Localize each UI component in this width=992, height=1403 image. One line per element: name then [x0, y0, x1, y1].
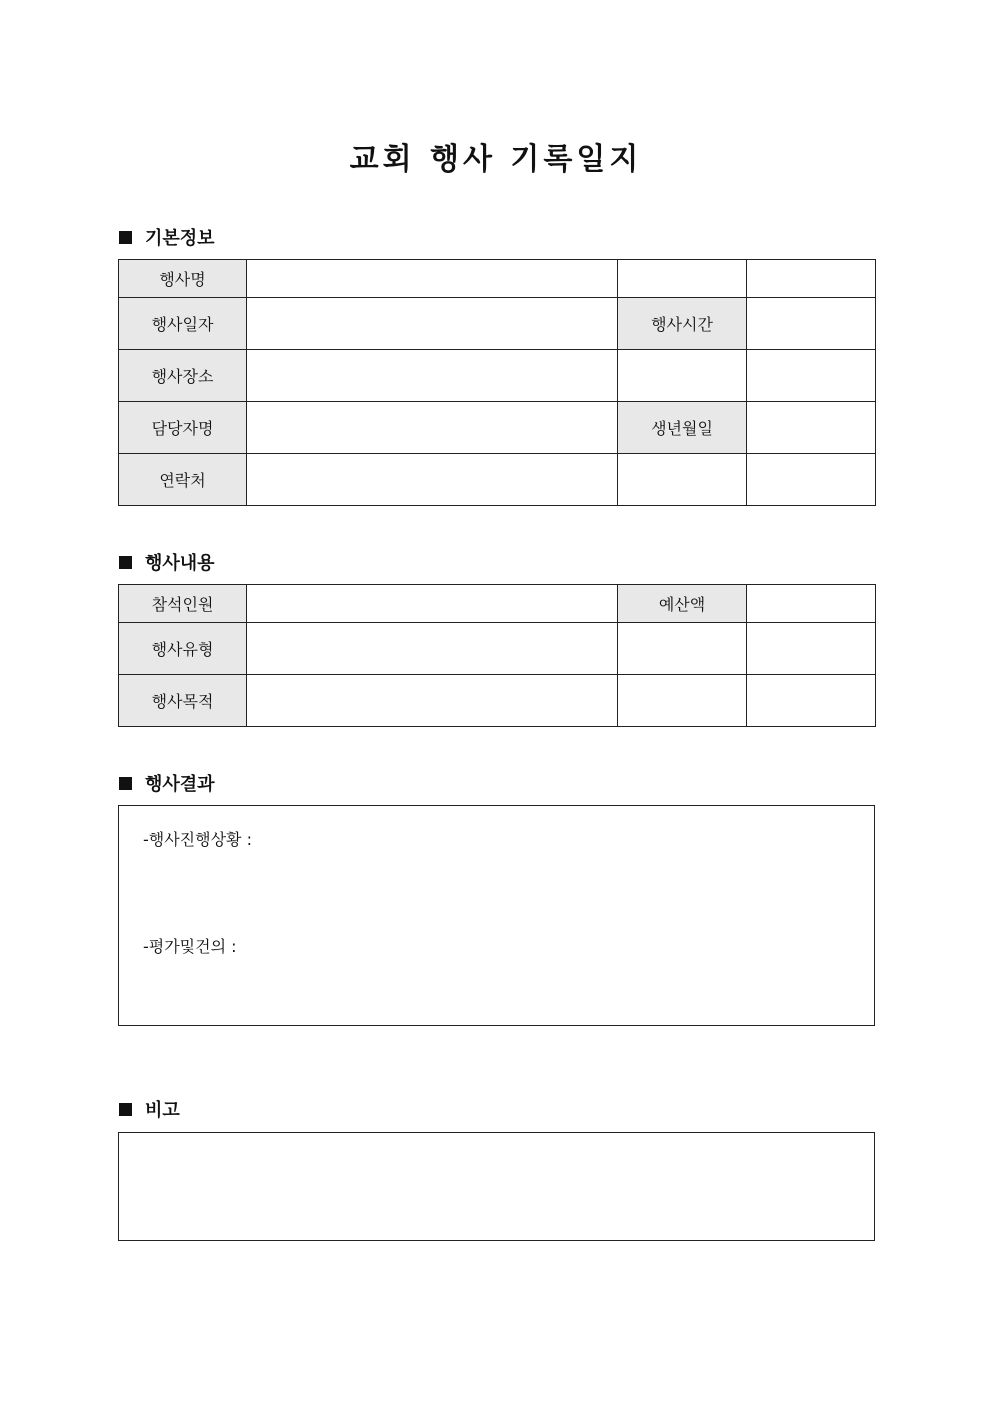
event-date-field[interactable] — [247, 298, 618, 350]
field-label: 행사목적 — [119, 675, 247, 727]
square-bullet-icon — [119, 556, 132, 569]
field-cell[interactable] — [747, 260, 876, 298]
manager-name-field[interactable] — [247, 402, 618, 454]
field-cell — [618, 454, 747, 506]
table-row — [119, 350, 876, 402]
event-place-field[interactable] — [247, 350, 618, 402]
section-heading-label: 행사내용 — [145, 553, 215, 574]
field-label: 행사유형 — [119, 623, 247, 675]
basic-info-table — [118, 259, 876, 506]
table-row — [119, 298, 876, 350]
field-cell[interactable] — [747, 675, 876, 727]
square-bullet-icon — [119, 777, 132, 790]
field-label: 행사일자 — [119, 298, 247, 350]
field-cell[interactable] — [747, 350, 876, 402]
field-label: 행사명 — [119, 260, 247, 298]
table-row — [119, 260, 876, 298]
budget-field[interactable] — [747, 585, 876, 623]
section-heading-label: 기본정보 — [145, 228, 215, 249]
square-bullet-icon — [119, 231, 132, 244]
event-name-field[interactable] — [247, 260, 618, 298]
field-label: 예산액 — [618, 585, 747, 623]
section-heading-label: 비고 — [145, 1100, 180, 1121]
square-bullet-icon — [119, 1103, 132, 1116]
field-label: 담당자명 — [119, 402, 247, 454]
field-label: 생년월일 — [618, 402, 747, 454]
field-cell — [618, 623, 747, 675]
table-row — [119, 454, 876, 506]
field-cell — [618, 260, 747, 298]
contact-field[interactable] — [247, 454, 618, 506]
field-label: 행사장소 — [119, 350, 247, 402]
field-cell[interactable] — [747, 623, 876, 675]
event-type-field[interactable] — [247, 623, 618, 675]
table-row — [119, 675, 876, 727]
progress-label: -행사진행상황 : — [143, 830, 252, 849]
event-content-table — [118, 584, 876, 727]
table-row — [119, 585, 876, 623]
section-heading-label: 행사결과 — [145, 774, 215, 795]
section-heading-basic — [119, 224, 215, 250]
table-row — [119, 402, 876, 454]
section-heading-remarks — [119, 1096, 180, 1122]
field-label: 참석인원 — [119, 585, 247, 623]
event-purpose-field[interactable] — [247, 675, 618, 727]
section-heading-content — [119, 549, 215, 575]
field-label: 연락처 — [119, 454, 247, 506]
evaluation-label: -평가및건의 : — [143, 937, 237, 956]
field-label: 행사시간 — [618, 298, 747, 350]
event-time-field[interactable] — [747, 298, 876, 350]
event-result-box[interactable] — [118, 805, 875, 1026]
remarks-box[interactable] — [118, 1132, 875, 1241]
page-title: 교회 행사 기록일지 — [349, 142, 643, 177]
field-cell — [618, 350, 747, 402]
field-cell[interactable] — [747, 454, 876, 506]
field-cell — [618, 675, 747, 727]
birthdate-field[interactable] — [747, 402, 876, 454]
attendance-field[interactable] — [247, 585, 618, 623]
table-row — [119, 623, 876, 675]
section-heading-result — [119, 770, 215, 796]
